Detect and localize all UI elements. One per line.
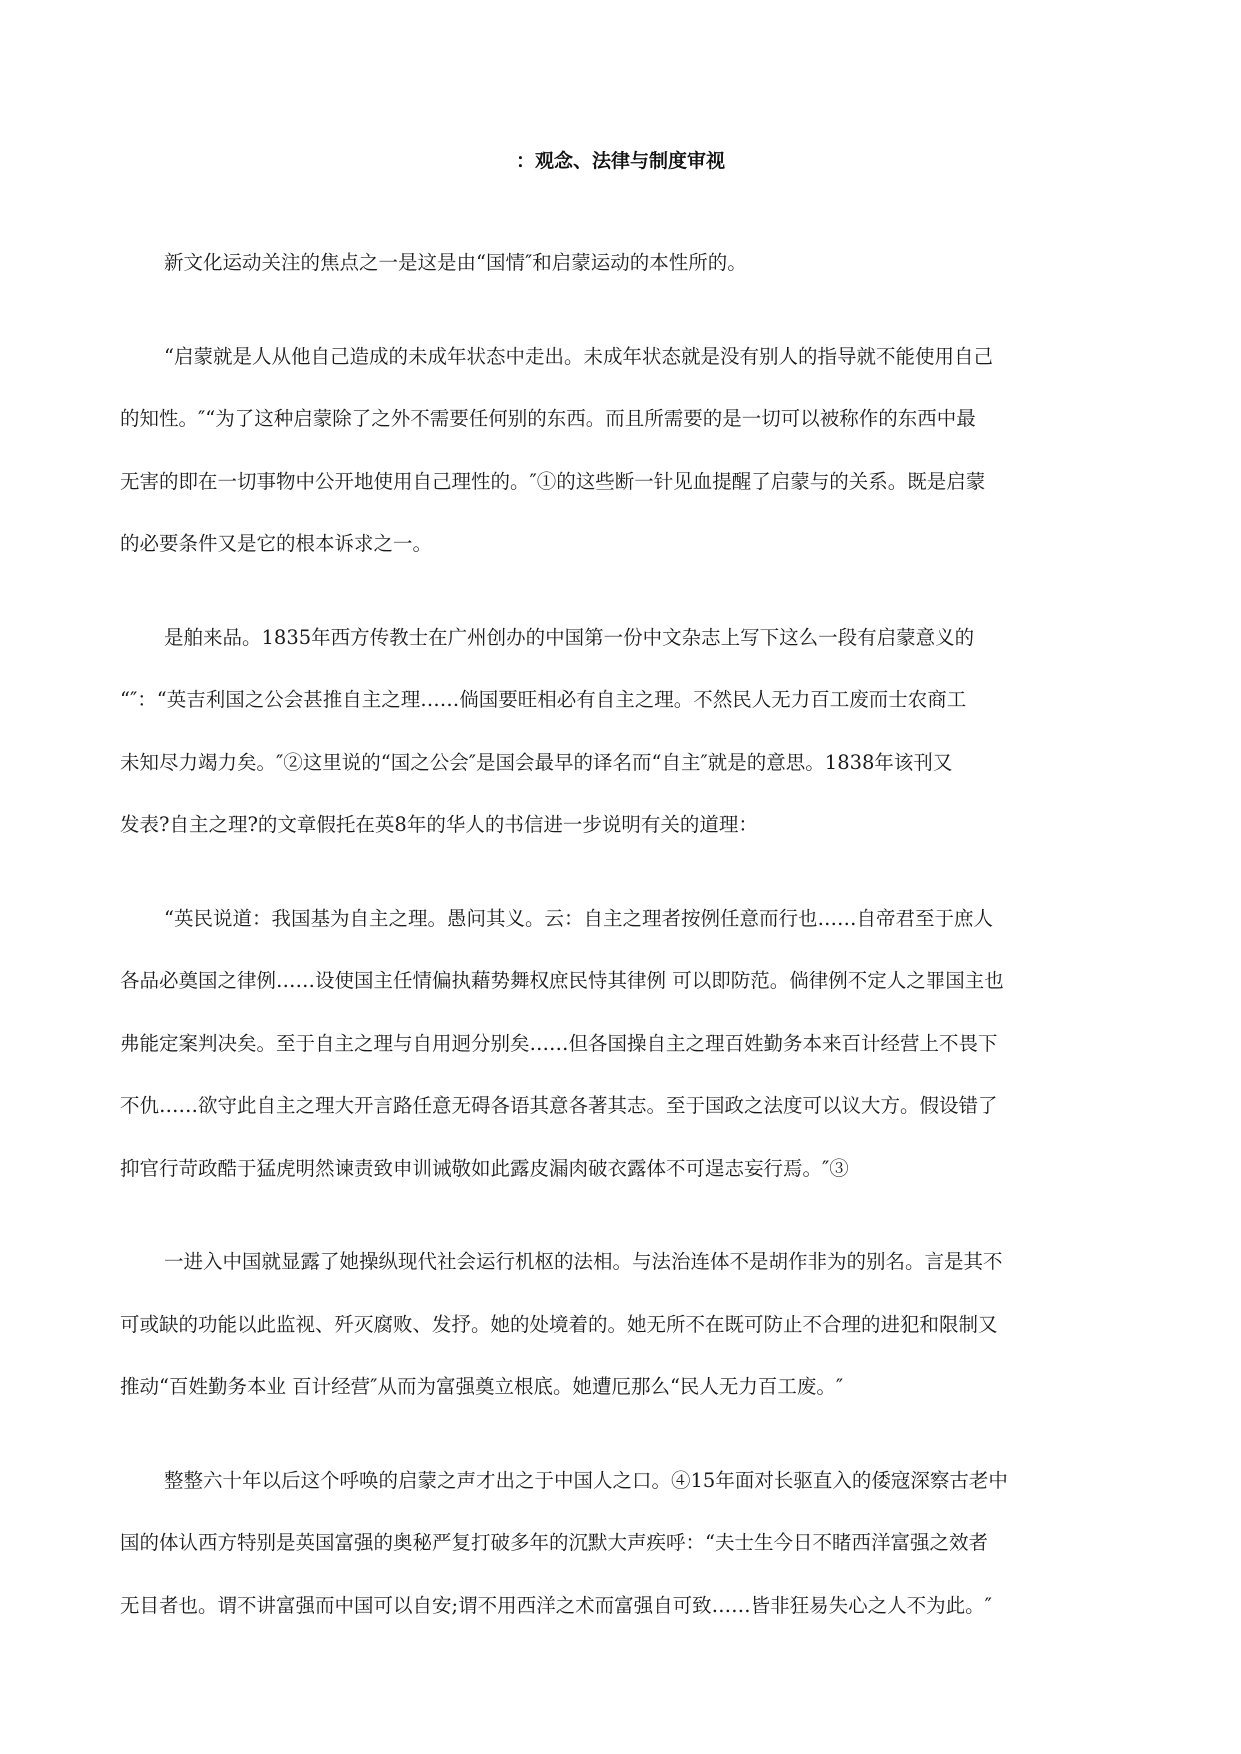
paragraph-line: 的知性。″“为了这种启蒙除了之外不需要任何别的东西。而且所需要的是一切可以被称作的东西中最 [120,407,976,430]
paragraph-enlightenment-quote [120,326,1120,576]
paragraph-line: 无目者也。谓不讲富强而中国可以自安;谓不用西洋之术而富强自可致……皆非狂易失心之人不为此。″ [120,1593,992,1617]
paragraph-line: 各品必奠国之律例……设使国主任情偏执藉势舞权庶民恃其律例 可以即防范。倘律例不定人之罪国主也 [120,969,1004,992]
paragraph-line: “″：“英吉利国之公会甚推自主之理……倘国要旺相必有自主之理。不然民人无力百工废而士农商工 [120,688,967,711]
paragraph-line: 可或缺的功能以此监视、歼灭腐败、发抒。她的处境着的。她无所不在既可防止不合理的进犯和限制又 [120,1312,998,1336]
paragraph-line: “英民说道：我国基为自主之理。愚问其义。云：自主之理者按例任意而行也……自帝君至于庶人 [164,906,993,930]
paragraph-intro [120,232,1120,295]
paragraph-line: 弗能定案判决矣。至于自主之理与自用迥分别矣……但各国操自主之理百姓勤务本来百计经营上不畏下 [120,1031,998,1055]
document-title: ：观念、法律与制度审视 [515,150,725,172]
paragraph-english-quote [120,888,1120,1201]
paragraph-line: 一进入中国就显露了她操纵现代社会运行机枢的法相。与法治连体不是胡作非为的别名。言是其不 [164,1250,1003,1273]
paragraph-line: 的必要条件又是它的根本诉求之一。 [120,532,433,555]
paragraph-line: 抑官行苛政酷于猛虎明然谏责致申训诫敬如此露皮漏肉破衣露体不可逞志妄行焉。″③ [120,1156,849,1180]
paragraph-import-history [120,607,1120,857]
paragraph-line: 未知尽力竭力矣。″②这里说的“国之公会″是国会最早的译名而“自主″就是的意思。1838年该刊又 [120,750,953,774]
paragraph-line: 新文化运动关注的焦点之一是这是由“国情″和启蒙运动的本性所的。 [164,251,747,274]
paragraph-line: 国的体认西方特别是英国富强的奥秘严复打破多年的沉默大声疾呼：“夫士生今日不睹西洋富强之效者 [120,1531,988,1554]
paragraph-line: 是舶来品。1835年西方传教士在广州创办的中国第一份中文杂志上写下这么一段有启蒙意义的 [164,625,975,649]
paragraph-rule-of-law [120,1231,1120,1419]
paragraph-line: 整整六十年以后这个呼唤的启蒙之声才出之于中国人之口。④15年面对长驱直入的倭寇深察古老中 [164,1468,1008,1492]
paragraph-line: 不仇……欲守此自主之理大开言路任意无碍各语其意各著其志。至于国政之法度可以议大方。假设错了 [120,1094,998,1117]
paragraph-line: 推动“百姓勤务本业 百计经营″从而为富强奠立根底。她遭厄那么“民人无力百工废。″ [120,1375,844,1398]
paragraph-line: 无害的即在一切事物中公开地使用自己理性的。″①的这些断一针见血提醒了启蒙与的关系。既是启蒙 [120,469,986,493]
paragraph-yan-fu [120,1450,1120,1638]
paragraph-line: “启蒙就是人从他自己造成的未成年状态中走出。未成年状态就是没有别人的指导就不能使用自己 [164,344,993,368]
paragraph-line: 发表?自主之理?的文章假托在英8年的华人的书信进一步说明有关的道理： [120,813,758,836]
document-body [120,232,1120,1668]
